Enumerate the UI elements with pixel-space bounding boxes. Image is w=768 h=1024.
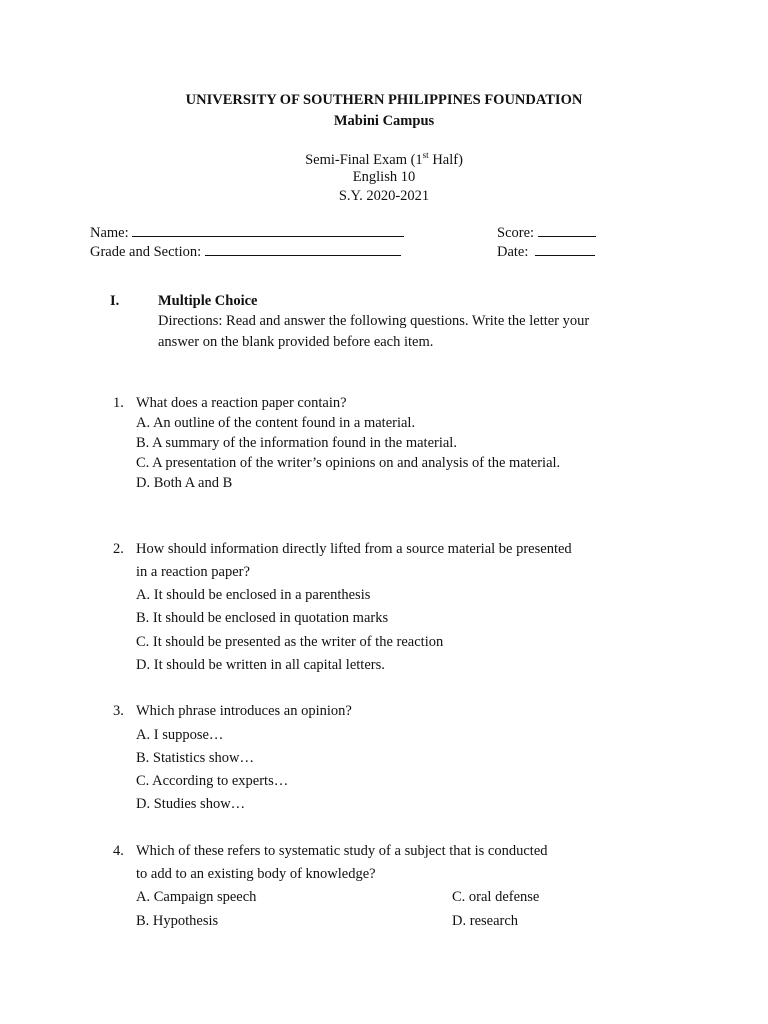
campus-name: Mabini Campus bbox=[333, 113, 435, 129]
option-letter: A. bbox=[136, 889, 151, 905]
option-letter: C. bbox=[136, 773, 150, 789]
exam-title-superscript: st bbox=[422, 150, 429, 160]
date-label: Date: bbox=[497, 244, 529, 260]
option-text: research bbox=[469, 913, 519, 929]
exam-title-suffix: Half) bbox=[428, 151, 463, 168]
option-letter: B. bbox=[136, 610, 150, 626]
option-text: According to experts… bbox=[152, 773, 289, 789]
option-letter: C. bbox=[136, 634, 150, 650]
option-text: It should be presented as the writer of the reaction bbox=[152, 634, 444, 650]
university-name: UNIVERSITY OF SOUTHERN PHILIPPINES FOUNDATION bbox=[185, 92, 583, 108]
option-letter: A. bbox=[136, 727, 151, 743]
option-text: Campaign speech bbox=[153, 889, 257, 905]
option-text: An outline of the content found in a material. bbox=[152, 415, 416, 431]
question-4-text-line-1: Which of these refers to systematic study of a subject that is conducted bbox=[136, 843, 548, 859]
score-field bbox=[497, 225, 596, 242]
option-text: Statistics show… bbox=[152, 750, 255, 766]
question-1-option-a[interactable] bbox=[136, 415, 415, 432]
section-title: Multiple Choice bbox=[158, 293, 258, 309]
score-blank[interactable] bbox=[538, 225, 596, 237]
option-text: It should be enclosed in a parenthesis bbox=[153, 587, 371, 603]
name-blank[interactable] bbox=[132, 225, 404, 237]
option-text: It should be written in all capital letters. bbox=[153, 657, 385, 673]
exam-title-prefix: Semi-Final Exam (1 bbox=[305, 151, 423, 168]
question-4-text-line-2: to add to an existing body of knowledge? bbox=[136, 866, 376, 882]
grade-section-label: Grade and Section: bbox=[90, 244, 202, 260]
exam-title bbox=[0, 150, 768, 169]
option-letter: C. bbox=[136, 455, 150, 471]
question-4-option-a[interactable] bbox=[136, 889, 256, 906]
question-3-number: 3. bbox=[113, 703, 124, 719]
option-letter: A. bbox=[136, 587, 151, 603]
option-text: A summary of the information found in the material. bbox=[152, 435, 457, 451]
name-label: Name: bbox=[90, 225, 129, 241]
question-1-text: What does a reaction paper contain? bbox=[136, 395, 347, 411]
option-letter: D. bbox=[136, 475, 151, 491]
question-3-option-d[interactable] bbox=[136, 796, 245, 813]
question-1-option-b[interactable] bbox=[136, 435, 457, 452]
score-label: Score: bbox=[497, 225, 535, 241]
name-field bbox=[90, 225, 404, 242]
question-2-text-line-2: in a reaction paper? bbox=[136, 564, 250, 580]
subject: English 10 bbox=[352, 169, 416, 185]
question-3-option-a[interactable] bbox=[136, 727, 223, 744]
grade-section-blank[interactable] bbox=[205, 244, 401, 256]
question-4-option-c[interactable] bbox=[452, 889, 539, 906]
question-2-option-a[interactable] bbox=[136, 587, 370, 604]
option-letter: D. bbox=[452, 913, 467, 929]
question-4-option-d[interactable] bbox=[452, 913, 518, 930]
date-field bbox=[497, 244, 595, 261]
option-text: Hypothesis bbox=[152, 913, 219, 929]
date-blank[interactable] bbox=[535, 244, 595, 256]
directions-line-1: Directions: Read and answer the following questions. Write the letter your bbox=[158, 313, 590, 329]
grade-section-field bbox=[90, 244, 401, 261]
question-1-number: 1. bbox=[113, 395, 124, 411]
question-3-text: Which phrase introduces an opinion? bbox=[136, 703, 352, 719]
directions-line-2: answer on the blank provided before each item. bbox=[158, 334, 434, 350]
option-letter: D. bbox=[136, 796, 151, 812]
option-letter: A. bbox=[136, 415, 151, 431]
question-2-option-b[interactable] bbox=[136, 610, 388, 627]
question-2-option-d[interactable] bbox=[136, 657, 385, 674]
option-text: It should be enclosed in quotation marks bbox=[152, 610, 389, 626]
question-3-option-b[interactable] bbox=[136, 750, 254, 767]
question-1-option-c[interactable] bbox=[136, 455, 560, 472]
option-letter: B. bbox=[136, 750, 150, 766]
option-text: oral defense bbox=[468, 889, 540, 905]
school-year: S.Y. 2020-2021 bbox=[338, 188, 430, 204]
option-letter: D. bbox=[136, 657, 151, 673]
option-letter: B. bbox=[136, 913, 150, 929]
question-2-text-line-1: How should information directly lifted from a source material be presented bbox=[136, 541, 572, 557]
question-3-option-c[interactable] bbox=[136, 773, 288, 790]
question-4-number: 4. bbox=[113, 843, 124, 859]
option-letter: C. bbox=[452, 889, 466, 905]
question-4-option-b[interactable] bbox=[136, 913, 218, 930]
question-2-number: 2. bbox=[113, 541, 124, 557]
section-number: I. bbox=[110, 293, 120, 309]
option-text: Both A and B bbox=[153, 475, 233, 491]
option-text: A presentation of the writer’s opinions on and analysis of the material. bbox=[152, 455, 561, 471]
option-text: Studies show… bbox=[153, 796, 246, 812]
option-letter: B. bbox=[136, 435, 150, 451]
question-1-option-d[interactable] bbox=[136, 475, 232, 492]
option-text: I suppose… bbox=[153, 727, 224, 743]
question-2-option-c[interactable] bbox=[136, 634, 443, 651]
